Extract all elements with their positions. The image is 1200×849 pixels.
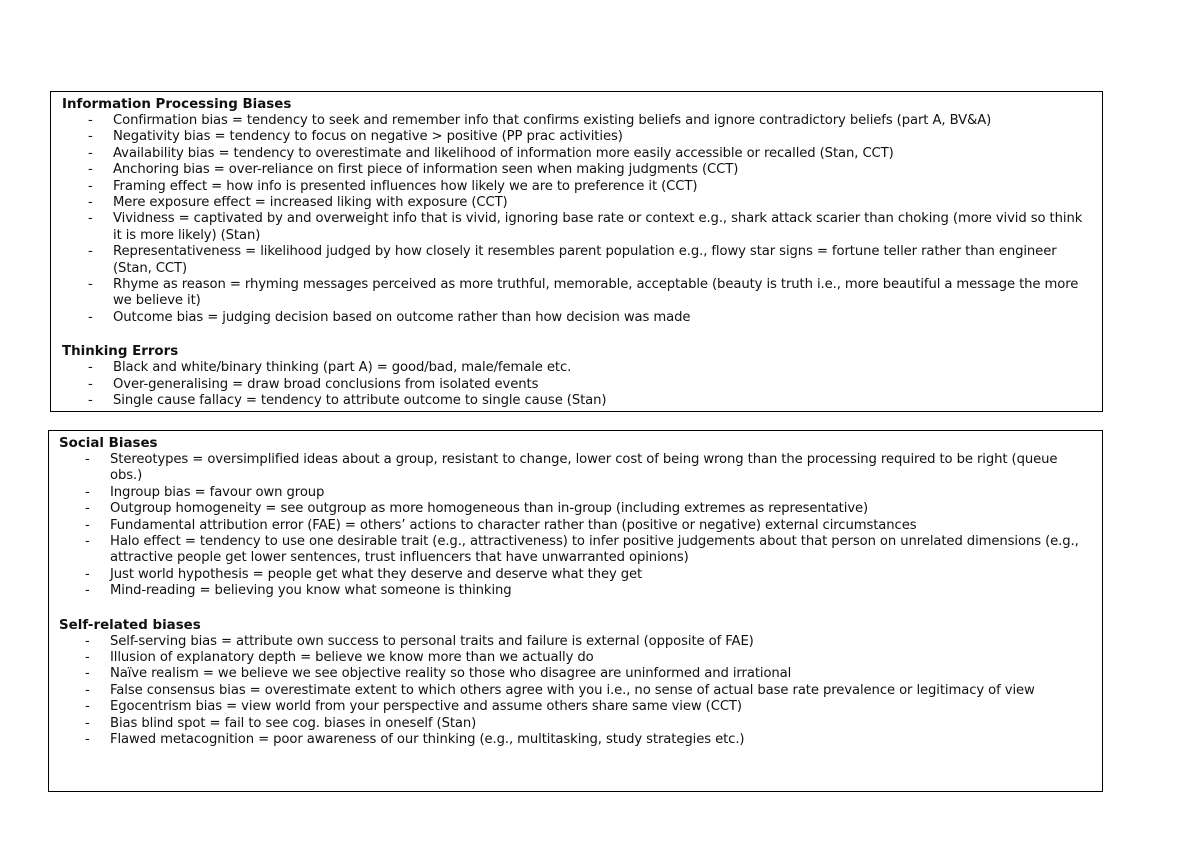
list-item-text: Negativity bias = tendency to focus on negative > positive (PP prac activities) bbox=[113, 129, 623, 145]
list-item-text: Mere exposure effect = increased liking with exposure (CCT) bbox=[113, 195, 508, 211]
bullet-dash: - bbox=[85, 484, 90, 500]
bullet-dash: - bbox=[88, 376, 93, 392]
bullet-dash: - bbox=[88, 113, 93, 128]
list-item bbox=[62, 162, 1092, 178]
info-processing-box bbox=[50, 91, 1103, 412]
section-title: Thinking Errors bbox=[62, 344, 179, 360]
list-item bbox=[62, 179, 1092, 195]
bullet-dash: - bbox=[85, 732, 90, 748]
list-item-text: Naïve realism = we believe we see objective reality so those who disagree are uninformed and irrational bbox=[110, 666, 792, 682]
section bbox=[62, 96, 1092, 326]
list-item-text: Single cause fallacy = tendency to attribute outcome to single cause (Stan) bbox=[113, 393, 607, 409]
list-item bbox=[59, 485, 1092, 501]
bullet-dash: - bbox=[88, 360, 93, 376]
list-item bbox=[59, 567, 1092, 583]
list-item bbox=[59, 518, 1092, 534]
bullet-dash: - bbox=[85, 699, 90, 715]
bullet-dash: - bbox=[88, 393, 93, 409]
section-title: Information Processing Biases bbox=[62, 97, 292, 112]
list-item bbox=[59, 666, 1092, 682]
list-item-text: Bias blind spot = fail to see cog. biases in oneself (Stan) bbox=[110, 715, 477, 731]
bullet-dash: - bbox=[85, 517, 90, 533]
list-item bbox=[59, 452, 1092, 485]
bullet-dash: - bbox=[88, 162, 93, 178]
list-item-text: Outcome bias = judging decision based on outcome rather than how decision was made bbox=[113, 309, 691, 325]
list-item bbox=[62, 310, 1092, 326]
list-item bbox=[59, 501, 1092, 517]
list-item bbox=[62, 195, 1092, 211]
list-item bbox=[62, 211, 1092, 244]
bullet-dash: - bbox=[88, 129, 93, 145]
bullet-list bbox=[62, 113, 1092, 326]
list-item bbox=[62, 146, 1092, 162]
list-item-text: Illusion of explanatory depth = believe we know more than we actually do bbox=[110, 650, 594, 666]
bullet-dash: - bbox=[88, 309, 93, 325]
list-item bbox=[59, 716, 1092, 732]
list-item bbox=[59, 583, 1092, 599]
bullet-dash: - bbox=[85, 534, 90, 550]
bullet-dash: - bbox=[85, 501, 90, 517]
bullet-dash: - bbox=[88, 244, 93, 260]
list-item-text: Vividness = captivated by and overweight info that is vivid, ignoring base rate or context e.g., shark attack scarier than choking (more vivid so think it is more likely) (Stan) bbox=[113, 211, 1083, 243]
bullet-dash: - bbox=[88, 145, 93, 161]
list-item-text: Self-serving bias = attribute own success to personal traits and failure is external (opposite of FAE) bbox=[110, 633, 754, 649]
section-title: Self-related biases bbox=[59, 617, 201, 633]
list-item-text: Just world hypothesis = people get what they deserve and deserve what they get bbox=[110, 566, 643, 582]
bullet-dash: - bbox=[85, 666, 90, 682]
bullet-dash: - bbox=[85, 452, 90, 467]
list-item-text: Fundamental attribution error (FAE) = others’ actions to character rather than (positive or negative) external circumstances bbox=[110, 517, 917, 533]
list-item-text: Egocentrism bias = view world from your perspective and assume others share same view (CCT) bbox=[110, 699, 742, 715]
bullet-dash: - bbox=[88, 195, 93, 211]
social-biases-box bbox=[48, 430, 1103, 792]
section bbox=[62, 343, 1092, 409]
list-item bbox=[59, 634, 1092, 650]
bullet-dash: - bbox=[85, 715, 90, 731]
list-item bbox=[62, 129, 1092, 145]
list-item bbox=[59, 534, 1092, 567]
list-item-text: Availability bias = tendency to overestimate and likelihood of information more easily accessible or recalled (Stan, CCT) bbox=[113, 145, 894, 161]
list-item bbox=[62, 393, 1092, 409]
bullet-dash: - bbox=[85, 566, 90, 582]
list-item bbox=[59, 650, 1092, 666]
bullet-dash: - bbox=[88, 211, 93, 227]
bullet-dash: - bbox=[85, 583, 90, 599]
list-item-text: Confirmation bias = tendency to seek and remember info that confirms existing beliefs and ignore contradictory beliefs (part A, BV&A) bbox=[113, 113, 992, 128]
list-item-text: Outgroup homogeneity = see outgroup as more homogeneous than in-group (including extremes as representative) bbox=[110, 501, 869, 517]
bullet-dash: - bbox=[85, 682, 90, 698]
bullet-dash: - bbox=[85, 633, 90, 649]
section-title: Social Biases bbox=[59, 436, 158, 451]
list-item bbox=[62, 360, 1092, 376]
list-item-text: Stereotypes = oversimplified ideas about a group, resistant to change, lower cost of being wrong than the processing required to be right (queue obs.) bbox=[110, 452, 1058, 484]
section bbox=[59, 617, 1092, 749]
list-item bbox=[62, 113, 1092, 129]
bullet-dash: - bbox=[85, 650, 90, 666]
section bbox=[59, 435, 1092, 600]
list-item-text: Anchoring bias = over-reliance on first piece of information seen when making judgments (CCT) bbox=[113, 162, 739, 178]
list-item-text: Framing effect = how info is presented influences how likely we are to preference it (CCT) bbox=[113, 178, 698, 194]
list-item-text: Mind-reading = believing you know what someone is thinking bbox=[110, 583, 512, 599]
bullet-dash: - bbox=[88, 277, 93, 293]
list-item-text: Representativeness = likelihood judged by how closely it resembles parent population e.g., flowy star signs = fortune teller rather than engineer (Stan, CCT) bbox=[113, 244, 1057, 276]
list-item-text: False consensus bias = overestimate extent to which others agree with you i.e., no sense of actual base rate prevalence or legitimacy of view bbox=[110, 682, 1035, 698]
list-item-text: Halo effect = tendency to use one desirable trait (e.g., attractiveness) to infer positive judgements about that person on unrelated dimensions (e.g., attractive people get lower sentences, trust influencers that have unwarranted opinions) bbox=[110, 534, 1079, 566]
list-item bbox=[62, 244, 1092, 277]
bullet-list bbox=[59, 452, 1092, 600]
list-item-text: Rhyme as reason = rhyming messages perceived as more truthful, memorable, acceptable (beauty is truth i.e., more beautiful a message the more we believe it) bbox=[113, 277, 1079, 309]
list-item bbox=[59, 683, 1092, 699]
list-item-text: Ingroup bias = favour own group bbox=[110, 484, 325, 500]
list-item-text: Black and white/binary thinking (part A) = good/bad, male/female etc. bbox=[113, 360, 572, 376]
bullet-list bbox=[59, 634, 1092, 749]
list-item bbox=[59, 732, 1092, 748]
bullet-list bbox=[62, 360, 1092, 409]
bullet-dash: - bbox=[88, 178, 93, 194]
list-item bbox=[62, 377, 1092, 393]
list-item-text: Over-generalising = draw broad conclusions from isolated events bbox=[113, 376, 539, 392]
list-item-text: Flawed metacognition = poor awareness of our thinking (e.g., multitasking, study strategies etc.) bbox=[110, 732, 745, 748]
list-item bbox=[59, 699, 1092, 715]
list-item bbox=[62, 277, 1092, 310]
